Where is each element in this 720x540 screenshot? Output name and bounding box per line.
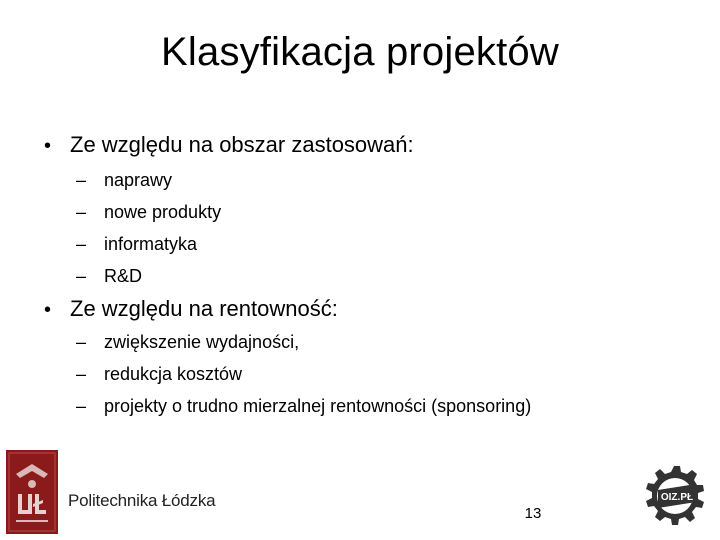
- list-item-text: nowe produkty: [104, 202, 222, 222]
- university-name: Politechnika Łódzka: [68, 491, 216, 510]
- gear-logo-text: OIZ.PŁ: [660, 492, 694, 503]
- dash-icon: –: [76, 170, 87, 190]
- list-item-text: informatyka: [104, 234, 198, 254]
- list-item-text: R&D: [104, 266, 143, 286]
- bullet-icon: •: [44, 135, 52, 157]
- list-item-text: zwiększenie wydajności,: [104, 332, 300, 352]
- dash-icon: –: [76, 332, 87, 352]
- list-item: [76, 196, 221, 228]
- list-item: [76, 358, 531, 390]
- list-item: [76, 228, 221, 260]
- list-item-text: naprawy: [104, 170, 173, 190]
- university-logo: [6, 450, 216, 534]
- list-item-text: projekty o trudno mierzalnej rentowności (sponsoring): [104, 396, 532, 416]
- dash-icon: –: [76, 396, 87, 416]
- dash-icon: –: [76, 202, 87, 222]
- list-item: [76, 164, 221, 196]
- slide-title: Klasyfikacja projektów: [161, 30, 559, 74]
- profitability-list: [76, 326, 531, 422]
- dash-icon: –: [76, 234, 87, 254]
- dash-icon: –: [76, 364, 87, 384]
- section-heading-application-area: [44, 130, 414, 161]
- dash-icon: –: [76, 266, 87, 286]
- university-crest-icon: [6, 450, 58, 534]
- application-area-list: [76, 164, 221, 292]
- list-item: [76, 326, 531, 358]
- gear-logo-icon: [634, 462, 714, 530]
- list-item: [76, 390, 531, 422]
- section-heading-profitability: [44, 294, 338, 325]
- bullet-icon: •: [44, 299, 52, 321]
- list-item-text: redukcja kosztów: [104, 364, 243, 384]
- section-heading-text: Ze względu na obszar zastosowań:: [70, 132, 414, 157]
- section-heading-text: Ze względu na rentowność:: [70, 296, 338, 321]
- page-number: 13: [524, 505, 542, 522]
- list-item: [76, 260, 221, 292]
